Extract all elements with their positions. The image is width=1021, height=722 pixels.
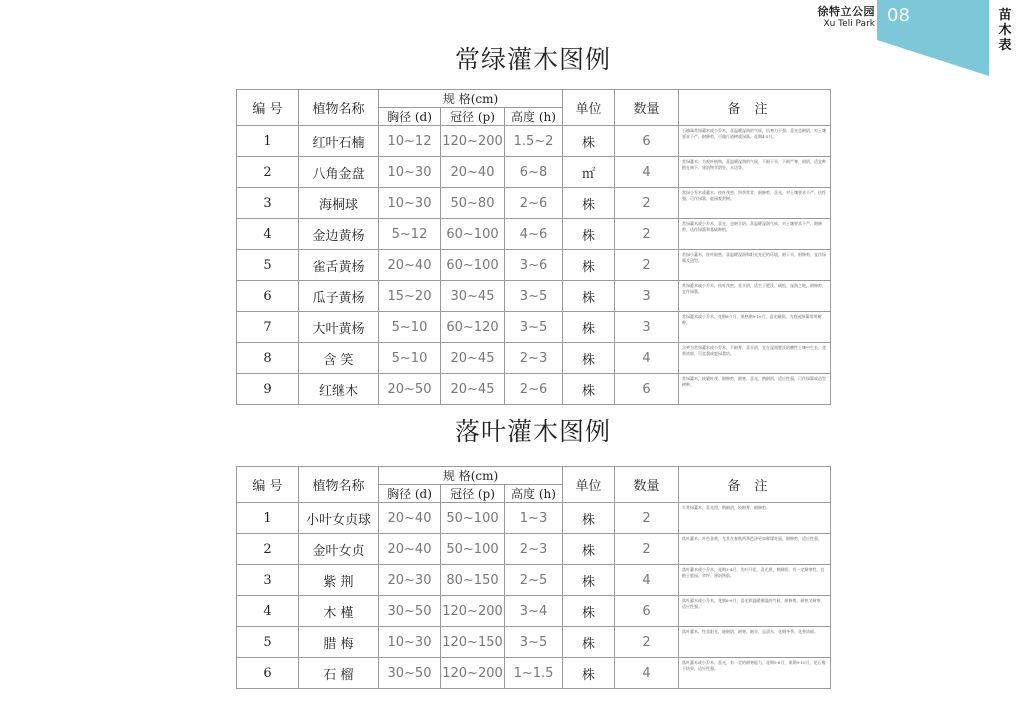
cell-crown: 50~80 [441,188,505,219]
header-qty: 数量 [615,90,679,126]
cell-notes [679,343,831,374]
cell-notes [679,250,831,281]
notes-text: 常绿灌木，为观叶植物，喜温暖湿润的气候，不耐干旱，不耐严寒，耐阴，适宜种植在林下、建筑物背阴处、水边等。 [682,159,827,170]
cell-height: 2~6 [505,374,563,405]
cell-name: 金边黄杨 [299,219,379,250]
cell-crown: 50~100 [441,534,505,565]
header-no: 编 号 [237,467,299,503]
header-height: 高度 (h) [505,108,563,126]
cell-unit: 株 [563,312,615,343]
cell-qty: 2 [615,250,679,281]
cell-qty: 4 [615,658,679,689]
table-row [237,188,831,219]
cell-qty: 2 [615,627,679,658]
cell-name: 红叶石楠 [299,126,379,157]
cell-dbh: 20~40 [379,503,441,534]
cell-notes [679,312,831,343]
cell-height: 1~3 [505,503,563,534]
cell-dbh: 10~30 [379,627,441,658]
table-row [237,312,831,343]
cell-dbh: 10~30 [379,188,441,219]
cell-height: 2~5 [505,565,563,596]
cell-notes [679,503,831,534]
cell-name: 石 榴 [299,658,379,689]
header-dbh: 胸径 (d) [379,108,441,126]
notes-text: 常绿小乔木或灌木，枝叶茂密，四季常青，耐修剪，喜光，对土壤要求不严，抗性强，可作绿篱、庭园观赏树。 [682,190,827,201]
cell-name: 紫 荆 [299,565,379,596]
cell-crown: 20~40 [441,157,505,188]
header-unit: 单位 [563,90,615,126]
cell-notes [679,627,831,658]
brand-name-en: Xu Teli Park [823,18,875,29]
cell-qty: 6 [615,126,679,157]
cell-qty: 4 [615,343,679,374]
table-row [237,658,831,689]
table-row [237,281,831,312]
cell-name: 木 槿 [299,596,379,627]
cell-unit: 株 [563,188,615,219]
deciduous-table [236,466,831,689]
header-unit: 单位 [563,467,615,503]
evergreen-title: 常绿灌木图例 [454,45,611,74]
cell-height: 3~5 [505,281,563,312]
notes-text: 落叶灌木或小乔木，花期6-9月，喜光和温暖潮湿的气候，耐修剪，耐热又耐寒，适应性强。 [682,598,825,609]
cell-unit: 株 [563,126,615,157]
table-row [237,250,831,281]
cell-notes [679,219,831,250]
cell-notes [679,596,831,627]
brand-name-cn: 徐特立公园 [817,5,875,18]
cell-notes [679,658,831,689]
cell-unit: 株 [563,534,615,565]
cell-dbh: 15~20 [379,281,441,312]
cell-crown: 30~45 [441,281,505,312]
cell-dbh: 30~50 [379,658,441,689]
cell-name: 海桐球 [299,188,379,219]
cell-notes [679,374,831,405]
cell-unit: 株 [563,565,615,596]
cell-crown: 80~150 [441,565,505,596]
cell-notes [679,565,831,596]
evergreen-table [236,89,831,405]
notes-text: 落叶灌木，性喜阳光，能耐阴、耐寒、耐旱，忌渍水，花期冬季，花香浓郁。 [682,629,819,634]
cell-name: 雀舌黄杨 [299,250,379,281]
header-dbh: 胸径 (d) [379,485,441,503]
deciduous-title: 落叶灌木图例 [454,417,611,446]
notes-text: 半常绿灌木，喜光照，稍耐阴，较耐寒，耐修剪。 [682,505,771,510]
cell-unit: 株 [563,250,615,281]
cell-crown: 20~45 [441,343,505,374]
cell-notes [679,281,831,312]
notes-text: 常绿小灌木，枝叶细密，喜温暖湿润和阳光充足的环境，耐干旱，耐修剪，宜作绿篱及造型。 [682,252,827,263]
cell-crown: 120~150 [441,627,505,658]
table-row [237,126,831,157]
cell-notes [679,157,831,188]
cell-notes [679,126,831,157]
cell-height: 3~6 [505,250,563,281]
cell-dbh: 20~40 [379,250,441,281]
cell-dbh: 5~12 [379,219,441,250]
cell-unit: 株 [563,374,615,405]
cell-crown: 60~120 [441,312,505,343]
cell-crown: 60~100 [441,219,505,250]
cell-crown: 60~100 [441,250,505,281]
header-notes: 备注 [679,467,831,503]
cell-qty: 2 [615,219,679,250]
notes-text: 常绿灌木或小乔木，枝叶茂密，喜半阴，适生于肥沃、疏松、湿润之地，耐修剪，宜作绿篱。 [682,283,827,294]
evergreen-rows [237,126,831,405]
header-spec: 规 格(cm) [379,90,563,108]
cell-name: 红继木 [299,374,379,405]
cell-dbh: 10~12 [379,126,441,157]
table-row [237,534,831,565]
notes-text: 石楠属常绿灌木或小乔木，喜温暖湿润的气候，抗寒力不强，喜光也耐阴，对土壤要求不严，耐修剪，可做行道树或绿篱，花期4-5月。 [682,128,827,139]
notes-text: 落叶灌木或小乔木，花期3-4月，先叶开花，喜光照，稍耐阴，有一定耐寒性，宜植于庭园、草坪、建筑物前。 [682,567,825,578]
deciduous-rows [237,503,831,689]
cell-unit: 株 [563,219,615,250]
cell-unit: 株 [563,627,615,658]
cell-crown: 20~45 [441,374,505,405]
cell-no: 2 [237,534,299,565]
page-number: 08 [887,5,910,26]
cell-dbh: 30~50 [379,596,441,627]
cell-crown: 120~200 [441,596,505,627]
cell-crown: 50~100 [441,503,505,534]
cell-qty: 4 [615,157,679,188]
cell-notes [679,188,831,219]
cell-qty: 2 [615,188,679,219]
cell-qty: 6 [615,596,679,627]
header-name: 植物名称 [299,467,379,503]
cell-dbh: 20~50 [379,374,441,405]
table-row [237,219,831,250]
cell-height: 2~3 [505,343,563,374]
notes-text: 常绿灌木，枝繁叶茂，耐修剪，耐寒，喜光，稍耐阴，适应性强，可作绿篱或造型树种。 [682,376,827,387]
cell-no: 3 [237,565,299,596]
cell-crown: 120~200 [441,658,505,689]
cell-name: 金叶女贞 [299,534,379,565]
cell-no: 1 [237,503,299,534]
header-crown: 冠径 (p) [441,108,505,126]
notes-text: 含笑为常绿灌木或小乔木，不耐寒，喜半阴，宜在湿润肥沃的酸性土壤中生长，花香浓郁，可盆栽或庭园栽培。 [682,345,827,356]
cell-no: 1 [237,126,299,157]
cell-name: 大叶黄杨 [299,312,379,343]
notes-text: 落叶灌木或小乔木，喜光，有一定的耐寒能力，花期5-6月，果期9-10月，花石榴不结果，适应性强。 [682,660,826,671]
cell-unit: 株 [563,596,615,627]
cell-dbh: 20~40 [379,534,441,565]
cell-no: 6 [237,658,299,689]
cell-height: 3~4 [505,596,563,627]
notes-text: 落叶灌木，叶色金黄，尤其在春秋两季色泽更加璀璨亮丽，耐修剪，适应性强。 [682,536,823,541]
cell-unit: 株 [563,281,615,312]
cell-no: 9 [237,374,299,405]
cell-unit: ㎡ [563,157,615,188]
cell-no: 8 [237,343,299,374]
notes-text: 常绿灌木或小乔木，喜光，也耐半阴，喜温暖湿润气候，对土壤要求不严，耐修剪，适作绿篱和基础种植。 [682,221,823,232]
cell-qty: 3 [615,312,679,343]
cell-name: 八角金盘 [299,157,379,188]
cell-name: 瓜子黄杨 [299,281,379,312]
cell-unit: 株 [563,503,615,534]
header-crown: 冠径 (p) [441,485,505,503]
cell-no: 5 [237,627,299,658]
table-row [237,157,831,188]
cell-notes [679,534,831,565]
cell-no: 6 [237,281,299,312]
cell-dbh: 5~10 [379,343,441,374]
brand-block [818,6,876,29]
cell-no: 4 [237,596,299,627]
table-row [237,343,831,374]
cell-name: 小叶女贞球 [299,503,379,534]
cell-no: 3 [237,188,299,219]
header-name: 植物名称 [299,90,379,126]
cell-height: 6~8 [505,157,563,188]
cell-qty: 3 [615,281,679,312]
cell-crown: 120~200 [441,126,505,157]
cell-qty: 2 [615,503,679,534]
table-row [237,627,831,658]
cell-name: 含 笑 [299,343,379,374]
table-row [237,596,831,627]
table-row [237,503,831,534]
cell-no: 5 [237,250,299,281]
cell-no: 2 [237,157,299,188]
cell-qty: 4 [615,565,679,596]
header-height: 高度 (h) [505,485,563,503]
side-label: 苗木表 [998,8,1012,53]
cell-no: 7 [237,312,299,343]
cell-height: 3~5 [505,312,563,343]
cell-height: 1.5~2 [505,126,563,157]
cell-name: 腊 梅 [299,627,379,658]
cell-dbh: 20~30 [379,565,441,596]
cell-unit: 株 [563,343,615,374]
page-number-tab [877,0,989,76]
cell-height: 2~3 [505,534,563,565]
header-notes: 备注 [679,90,831,126]
cell-height: 1~1.5 [505,658,563,689]
cell-qty: 2 [615,534,679,565]
cell-unit: 株 [563,658,615,689]
table-row [237,565,831,596]
notes-text: 常绿灌木或小乔木，花期6-7月，果熟期9-10月，喜光耐阴，为庭园绿篱常用树种。 [682,314,822,325]
cell-dbh: 5~10 [379,312,441,343]
cell-height: 3~5 [505,627,563,658]
header-spec: 规 格(cm) [379,467,563,485]
cell-height: 4~6 [505,219,563,250]
cell-no: 4 [237,219,299,250]
cell-qty: 6 [615,374,679,405]
table-row [237,374,831,405]
cell-height: 2~6 [505,188,563,219]
header-qty: 数量 [615,467,679,503]
header-no: 编 号 [237,90,299,126]
cell-dbh: 10~30 [379,157,441,188]
